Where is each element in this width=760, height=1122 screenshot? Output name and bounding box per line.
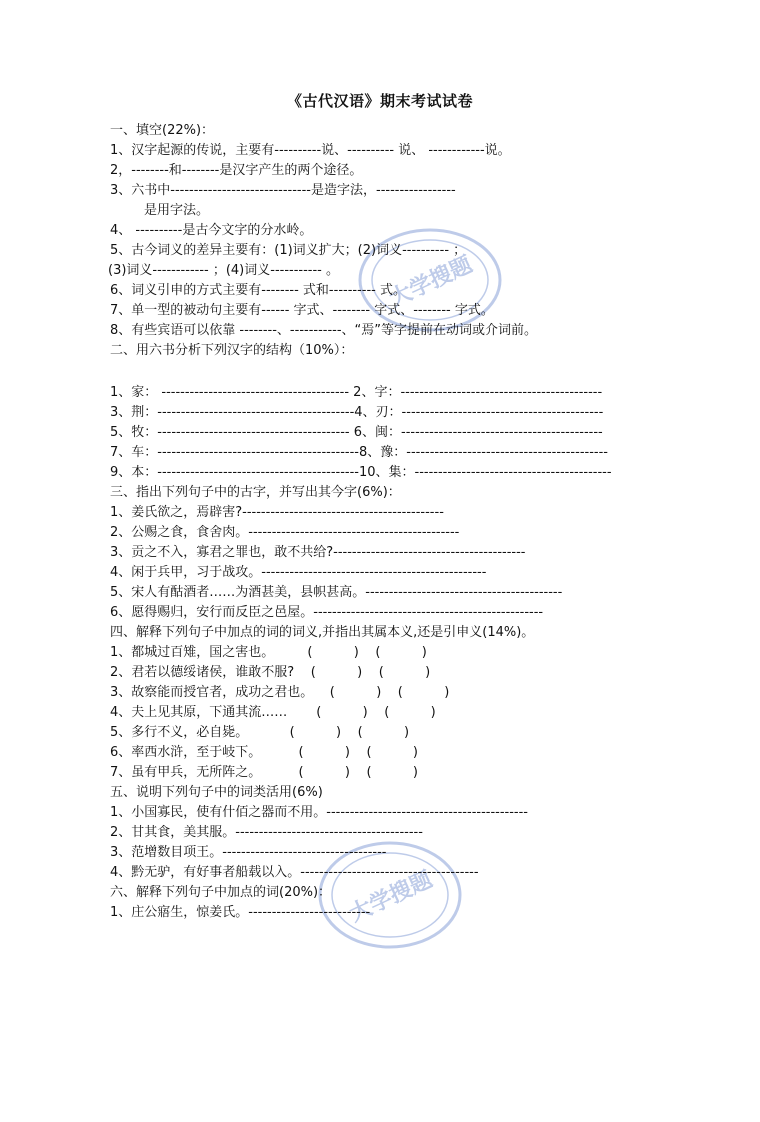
question-line: 6、词义引申的方式主要有-------- 式和---------- 式。 bbox=[110, 283, 406, 298]
question-line: 2、公赐之食，食舍肉。--------------------------------------------- bbox=[110, 525, 460, 540]
question-line: 4、 ----------是古今文字的分水岭。 bbox=[110, 223, 313, 238]
question-line: 5、牧：----------------------------------------- 6、闽：------------------------------------------- bbox=[110, 425, 603, 440]
question-line: 3、贡之不入，寡君之罪也，敢不共给?----------------------------------------- bbox=[110, 545, 526, 560]
question-line: 1、庄公寤生，惊姜氏。-------------------------- bbox=[110, 905, 371, 920]
question-line: 3、六书中------------------------------是造字法，----------------- bbox=[110, 183, 456, 198]
section-heading: 五、说明下列句子中的词类活用(6%) bbox=[110, 785, 323, 800]
question-line: 3、荆：------------------------------------------4、刃：------------------------------------------- bbox=[110, 405, 604, 420]
question-line: 1、小国寡民，使有什佰之器而不用。------------------------------------------- bbox=[110, 805, 528, 820]
question-line: 5、古今词义的差异主要有：(1)词义扩大；(2)词义---------- ； bbox=[110, 243, 467, 258]
question-line: 5、多行不义，必自毙。 ( ) ( ) bbox=[110, 725, 410, 740]
question-line: 7、虽有甲兵，无所阵之。 ( ) ( ) bbox=[110, 765, 418, 780]
question-line: 8、有些宾语可以依靠 --------、-----------、“焉”等字提前在动词或介词前。 bbox=[110, 323, 538, 338]
question-line: 5、宋人有酤酒者……为酒甚美，县帜甚高。------------------------------------------ bbox=[110, 585, 563, 600]
question-line: 4、夫上见其原，下通其流…… ( ) ( ) bbox=[110, 705, 436, 720]
question-line: 3、故察能而授官者，成功之君也。 ( ) ( ) bbox=[110, 685, 450, 700]
section-heading: 一、填空(22%)： bbox=[110, 123, 215, 138]
section-heading: 四、解释下列句子中加点的词的词义,并指出其属本义,还是引申义(14%)。 bbox=[110, 625, 535, 640]
question-line: 1、都城过百雉，国之害也。 ( ) ( ) bbox=[110, 645, 427, 660]
section-heading: 二、用六书分析下列汉字的结构（10%）： bbox=[110, 343, 354, 358]
question-line: 4、黔无驴，有好事者船载以入。-------------------------------------- bbox=[110, 865, 479, 880]
question-line: 7、车：-------------------------------------------8、豫：------------------------------------------- bbox=[110, 445, 608, 460]
question-line-continued: 是用字法。 bbox=[144, 203, 210, 218]
question-line-continued: (3)词义------------ ；(4)词义----------- 。 bbox=[108, 263, 339, 278]
question-line: 7、单一型的被动句主要有------ 字式、-------- 字式、-------- 字式。 bbox=[110, 303, 494, 318]
watermark-bottom-text: 大学搜题 bbox=[345, 867, 437, 928]
section-heading: 六、解释下列句子中加点的词(20%)： bbox=[110, 885, 332, 900]
question-line: 1、家： ---------------------------------------- 2、字：------------------------------------------- bbox=[110, 385, 603, 400]
question-line: 9、本：-------------------------------------------10、集：------------------------------------------ bbox=[110, 465, 612, 480]
section-heading: 三、指出下列句子中的古字，并写出其今字(6%)： bbox=[110, 485, 401, 500]
question-line: 1、姜氏欲之，焉辟害?------------------------------------------- bbox=[110, 505, 444, 520]
question-line: 2，--------和--------是汉字产生的两个途径。 bbox=[110, 163, 363, 178]
question-line: 6、愿得赐归，安行而反臣之邑屋。------------------------------------------------- bbox=[110, 605, 544, 620]
question-line: 3、范增数目项王。----------------------------------- bbox=[110, 845, 387, 860]
question-line: 4、闲于兵甲，习于战攻。------------------------------------------------ bbox=[110, 565, 487, 580]
exam-content bbox=[110, 121, 730, 923]
watermark-top-text: 大学搜题 bbox=[385, 252, 477, 313]
page-title: 《古代汉语》期末考试试卷 bbox=[286, 92, 473, 110]
blank-spacer bbox=[110, 361, 730, 383]
question-line: 2、君若以德绥诸侯，谁敢不服? ( ) ( ) bbox=[110, 665, 431, 680]
question-line: 6、率西水浒，至于岐下。 ( ) ( ) bbox=[110, 745, 418, 760]
question-line: 1、汉字起源的传说，主要有----------说、---------- 说、 ------------说。 bbox=[110, 143, 511, 158]
question-line: 2、甘其食，美其服。---------------------------------------- bbox=[110, 825, 423, 840]
